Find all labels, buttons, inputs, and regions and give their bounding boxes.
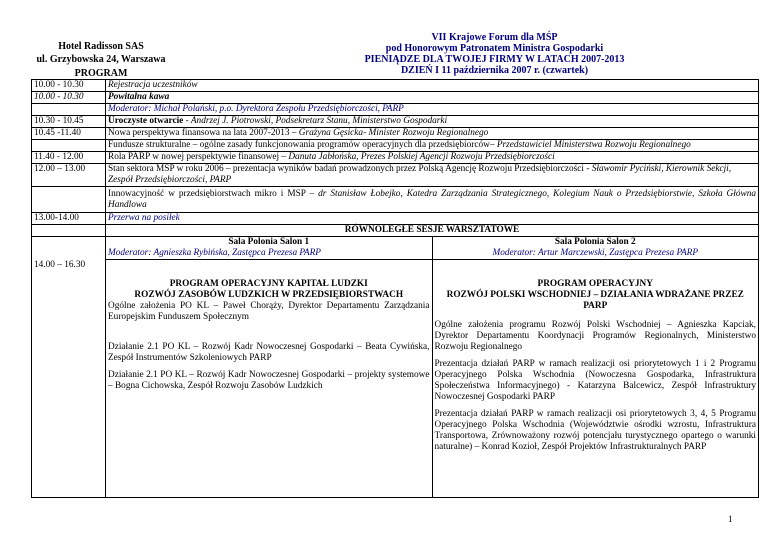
agenda-item [106,152,759,164]
sessions-cell [106,237,759,498]
agenda-speaker: Grażyna Gęsicka- Minister Rozwoju Regionalnego [298,128,489,138]
session-left-heading2: ROZWÓJ ZASOBÓW LUDZKICH W PRZEDSIĘBIORSTWACH [134,290,404,300]
session-left [106,260,432,498]
agenda-speaker: Danuta Jabłońska, Prezes Polskiej Agencji Rozwoju Przedsiębiorczości [288,152,555,162]
table-row [32,80,759,92]
program-label: PROGRAM [74,68,128,79]
table-row [32,187,759,213]
session-moderator-row [106,248,758,260]
sessions-title: RÓWNOLEGŁE SESJE WARSZTATOWE [106,225,759,237]
moderator-left: Moderator: Agnieszka Rybińska, Zastępca Prezesa PARP [106,248,432,260]
table-row [32,164,759,187]
venue-name: Hotel Radisson SAS [58,41,144,52]
program-table [31,79,759,498]
time-cell: 10.00 - 10.30 [32,92,106,104]
agenda-title: Uroczyste otwarcie [108,116,184,126]
time-cell: 11.40 - 12.00 [32,152,106,164]
session-right-item3: Prezentacja działań PARP w ramach realizacji osi priorytetowych 3, 4, 5 Programu Operacyjnego Polska Wschodnia (Województwie ośrodki wzrostu, Infrastruktura Transportowa, Zrównoważony rozwój potencjału turystycznego opartego o warunki naturalne) – Konrad Kozioł, Zespół Projektów Infrastrukturalnych PARP [434,409,756,452]
session-right-heading1: PROGRAM OPERACYJNY [537,279,653,289]
page-number: 1 [728,514,733,524]
sessions-table [106,237,758,497]
time-cell: 12.00 – 13.00 [32,164,106,187]
session-content-row [106,260,758,498]
agenda-speaker: Sławomir Pyciński, Kierownik Sekcji, Zespół Przedsiębiorczości, PARP [108,164,732,185]
time-cell: 10.00 - 10.30 [32,80,106,92]
session-left-item3: Działanie 2.1 PO KL – Rozwój Kadr Nowoczesnej Gospodarki – projekty systemowe – Bogna Cichowska, Zespół Rozwoju Zasobów Ludzkich [108,370,430,391]
time-cell [32,187,106,213]
session-room-row [106,237,758,248]
agenda-title: Rola PARP w nowej perspektywie finansowej – [108,152,289,162]
agenda-item [106,140,759,152]
agenda-item [106,128,759,140]
time-cell [32,140,106,152]
table-row [32,104,759,116]
session-right-item2: Prezentacja działań PARP w ramach realizacji osi priorytetowych 1 i 2 Programu Operacyjnego Polska Wschodnia (Nowoczesna Gospodarka, Infrastruktura Społeczeństwa Informacyjnego) - Katarzyna Balcewicz, Zespół Infrastruktury Nowoczesnej Gospodarki PARP [434,359,756,402]
time-cell [32,225,106,237]
agenda-speaker: - Andrzej J. Piotrowski, Podsekretarz Stanu, Ministerstwo Gospodarki [183,116,448,126]
agenda-item [106,164,759,187]
room-left: Sala Polonia Salon 1 [106,237,432,248]
table-row [32,237,759,498]
venue-block [36,41,166,66]
table-row [32,140,759,152]
agenda-item: Przerwa na posiłek [106,213,759,225]
forum-title: VII Krajowe Forum dla MŚP [431,32,558,43]
table-row [32,116,759,128]
moderator-line: Moderator: Michał Polański, p.o. Dyrektora Zespołu Przedsiębiorczości, PARP [106,104,759,116]
forum-day: DZIEŃ I 11 października 2007 r. (czwartek) [400,65,589,76]
agenda-title: Fundusze strukturalne – ogólne zasady funkcjonowania programów operacyjnych dla przedsiębiorców– [108,140,497,150]
session-left-heading1: PROGRAM OPERACYJNY KAPITAŁ LUDZKI [169,279,368,289]
forum-patronage: pod Honorowym Patronatem Ministra Gospodarki [385,43,604,54]
table-row [32,225,759,237]
time-cell: 10.30 - 10.45 [32,116,106,128]
agenda-title: Nowa perspektywa finansowa na lata 2007-2013 – [108,128,299,138]
time-cell: 13.00-14.00 [32,213,106,225]
agenda-title: Stan sektora MSP w roku 2006 – prezentacja wyników badań prowadzonych przez Polską Agencję Rozwoju Przedsiębiorczości - [108,164,592,174]
forum-slogan: PIENIĄDZE DLA TWOJEJ FIRMY W LATACH 2007-2013 [364,54,625,65]
session-left-item1: Ogólne założenia PO KL – Paweł Chorąży, Dyrektor Departamentu Zarządzania Europejskim Funduszem Społecznym [108,301,430,322]
agenda-item [106,187,759,213]
venue-address: ul. Grzybowska 24, Warszawa [36,53,166,65]
agenda-item: Powitalna kawa [106,92,759,104]
table-row [32,152,759,164]
table-row [32,213,759,225]
time-cell: 10.45 -11.40 [32,128,106,140]
moderator-right: Moderator: Artur Marczewski, Zastępca Prezesa PARP [492,248,699,258]
agenda-speaker: Przedstawiciel Ministerstwa Rozwoju Regionalnego [496,140,691,150]
agenda-item: Rejestracja uczestników [106,80,759,92]
agenda-title: Innowacyjność w przedsiębiorstwach mikro i MSP – [108,189,319,199]
session-right-heading2: ROZWÓJ POLSKI WSCHODNIEJ – DZIAŁANIA WDRAŻANE PRZEZ PARP [446,290,744,311]
time-cell [32,104,106,116]
room-right: Sala Polonia Salon 2 [554,237,636,247]
agenda-item [106,116,759,128]
session-left-item2: Działanie 2.1 PO KL – Rozwój Kadr Nowoczesnej Gospodarki – Beata Cywińska, Zespół Instrumentów Szkoleniowych PARP [108,342,430,363]
session-right [432,260,758,498]
forum-header [232,32,757,76]
agenda-speaker: dr Stanisław Łobejko, Katedra Zarządzania Strategicznego, Kolegium Nauk o Przedsiębiorstwie, Szkoła Główna Handlowa [108,189,757,210]
time-cell: 14.00 – 16.30 [32,237,106,498]
session-right-item1: Ogólne założenia programu Rozwój Polski Wschodniej – Agnieszka Kapciak, Dyrektor Departamentu Koordynacji Programów Regionalnych, Ministerstwo Rozwoju Regionalnego [434,320,756,352]
table-row [32,92,759,104]
table-row [32,128,759,140]
